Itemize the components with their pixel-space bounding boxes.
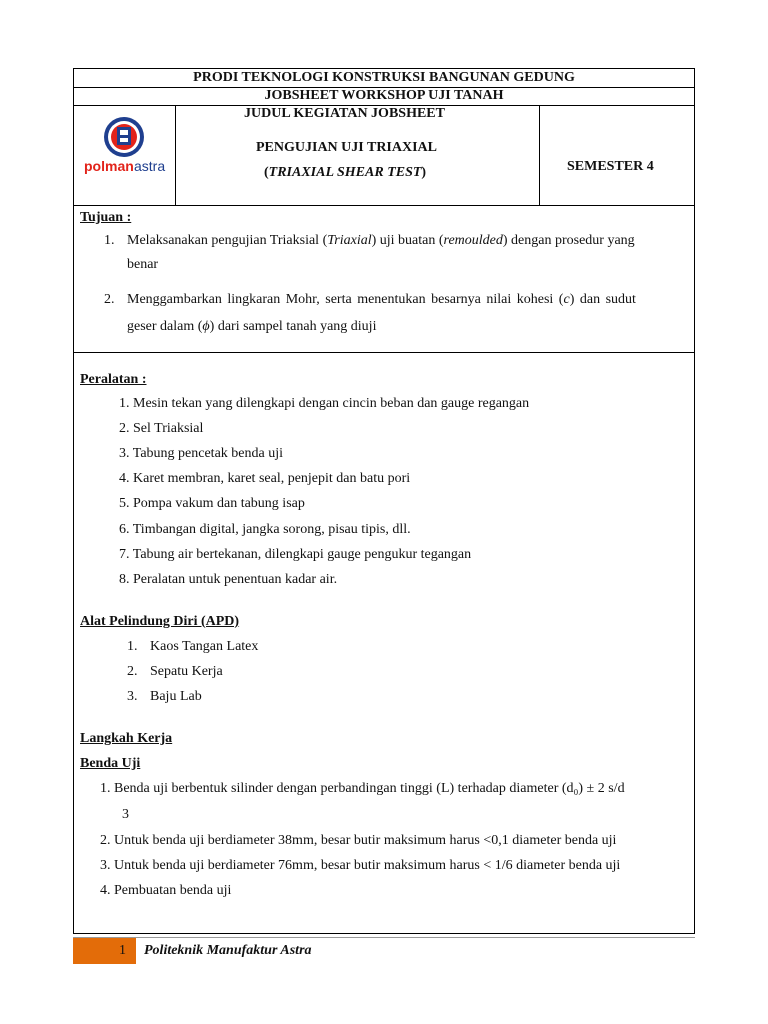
apd-num: 2.	[127, 664, 138, 679]
apd-heading: Alat Pelindung Diri (APD)	[80, 614, 240, 629]
benda-uji-heading: Benda Uji	[80, 756, 141, 771]
tujuan-item-1: Melaksanakan pengujian Triaksial (Triaxial) uji buatan (remoulded) dengan prosedur yang	[127, 233, 635, 248]
page-number: 1	[119, 943, 126, 958]
apd-num: 3.	[127, 689, 138, 704]
title-cell	[176, 105, 540, 206]
svg-text:polman: polman	[84, 158, 134, 174]
langkah-item-cont: 3	[122, 807, 129, 822]
peralatan-item: 3. Tabung pencetak benda uji	[119, 446, 283, 461]
peralatan-item: 6. Timbangan digital, jangka sorong, pisau tipis, dll.	[119, 522, 411, 537]
peralatan-item: 8. Peralatan untuk penentuan kadar air.	[119, 572, 338, 587]
program-title: PRODI TEKNOLOGI KONSTRUKSI BANGUNAN GEDUNG	[74, 69, 694, 88]
footer-org: Politeknik Manufaktur Astra	[144, 943, 312, 958]
apd-item: Kaos Tangan Latex	[150, 639, 259, 654]
peralatan-item: 5. Pompa vakum dan tabung isap	[119, 496, 305, 511]
semester-cell	[540, 105, 694, 206]
footer-rule	[73, 937, 695, 938]
jobsheet-frame	[73, 68, 695, 934]
peralatan-item: 2. Sel Triaksial	[119, 421, 204, 436]
langkah-item: 4. Pembuatan benda uji	[100, 883, 232, 898]
peralatan-item: 1. Mesin tekan yang dilengkapi dengan cincin beban dan gauge regangan	[119, 396, 530, 411]
apd-num: 1.	[127, 639, 138, 654]
svg-text:astra: astra	[134, 158, 166, 174]
peralatan-item: 4. Karet membran, karet seal, penjepit dan batu pori	[119, 471, 411, 486]
judul-label: JUDUL KEGIATAN JOBSHEET	[244, 106, 445, 121]
jobsheet-subtitle: (TRIAXIAL SHEAR TEST)	[264, 165, 427, 180]
tujuan-heading: Tujuan :	[80, 210, 132, 225]
tujuan-num-1: 1.	[104, 233, 115, 248]
workshop-title: JOBSHEET WORKSHOP UJI TANAH	[74, 87, 694, 106]
langkah-item: 1. Benda uji berbentuk silinder dengan perbandingan tinggi (L) terhadap diameter (d₀) ± 2 s/d	[100, 781, 625, 796]
peralatan-heading: Peralatan :	[80, 372, 147, 387]
jobsheet-title: PENGUJIAN UJI TRIAXIAL	[256, 140, 437, 155]
tujuan-item-2-cont: geser dalam (ϕ) dari sampel tanah yang diuji	[127, 319, 377, 334]
apd-item: Baju Lab	[150, 689, 202, 704]
tujuan-item-2: Menggambarkan lingkaran Mohr, serta menentukan besarnya nilai kohesi (c) dan sudut	[127, 292, 636, 307]
peralatan-item: 7. Tabung air bertekanan, dilengkapi gauge pengukur tegangan	[119, 547, 472, 562]
tujuan-num-2: 2.	[104, 292, 115, 307]
logo-cell	[74, 105, 176, 206]
langkah-heading: Langkah Kerja	[80, 731, 173, 746]
section-divider	[74, 352, 694, 353]
semester-label: SEMESTER 4	[567, 159, 654, 174]
tujuan-item-1-cont: benar	[127, 257, 159, 272]
langkah-item: 3. Untuk benda uji berdiameter 76mm, besar butir maksimum harus < 1/6 diameter benda uji	[100, 858, 621, 873]
apd-item: Sepatu Kerja	[150, 664, 223, 679]
polman-astra-logo	[74, 105, 174, 204]
langkah-item: 2. Untuk benda uji berdiameter 38mm, besar butir maksimum harus <0,1 diameter benda uji	[100, 833, 617, 848]
footer-page-box	[73, 938, 136, 964]
